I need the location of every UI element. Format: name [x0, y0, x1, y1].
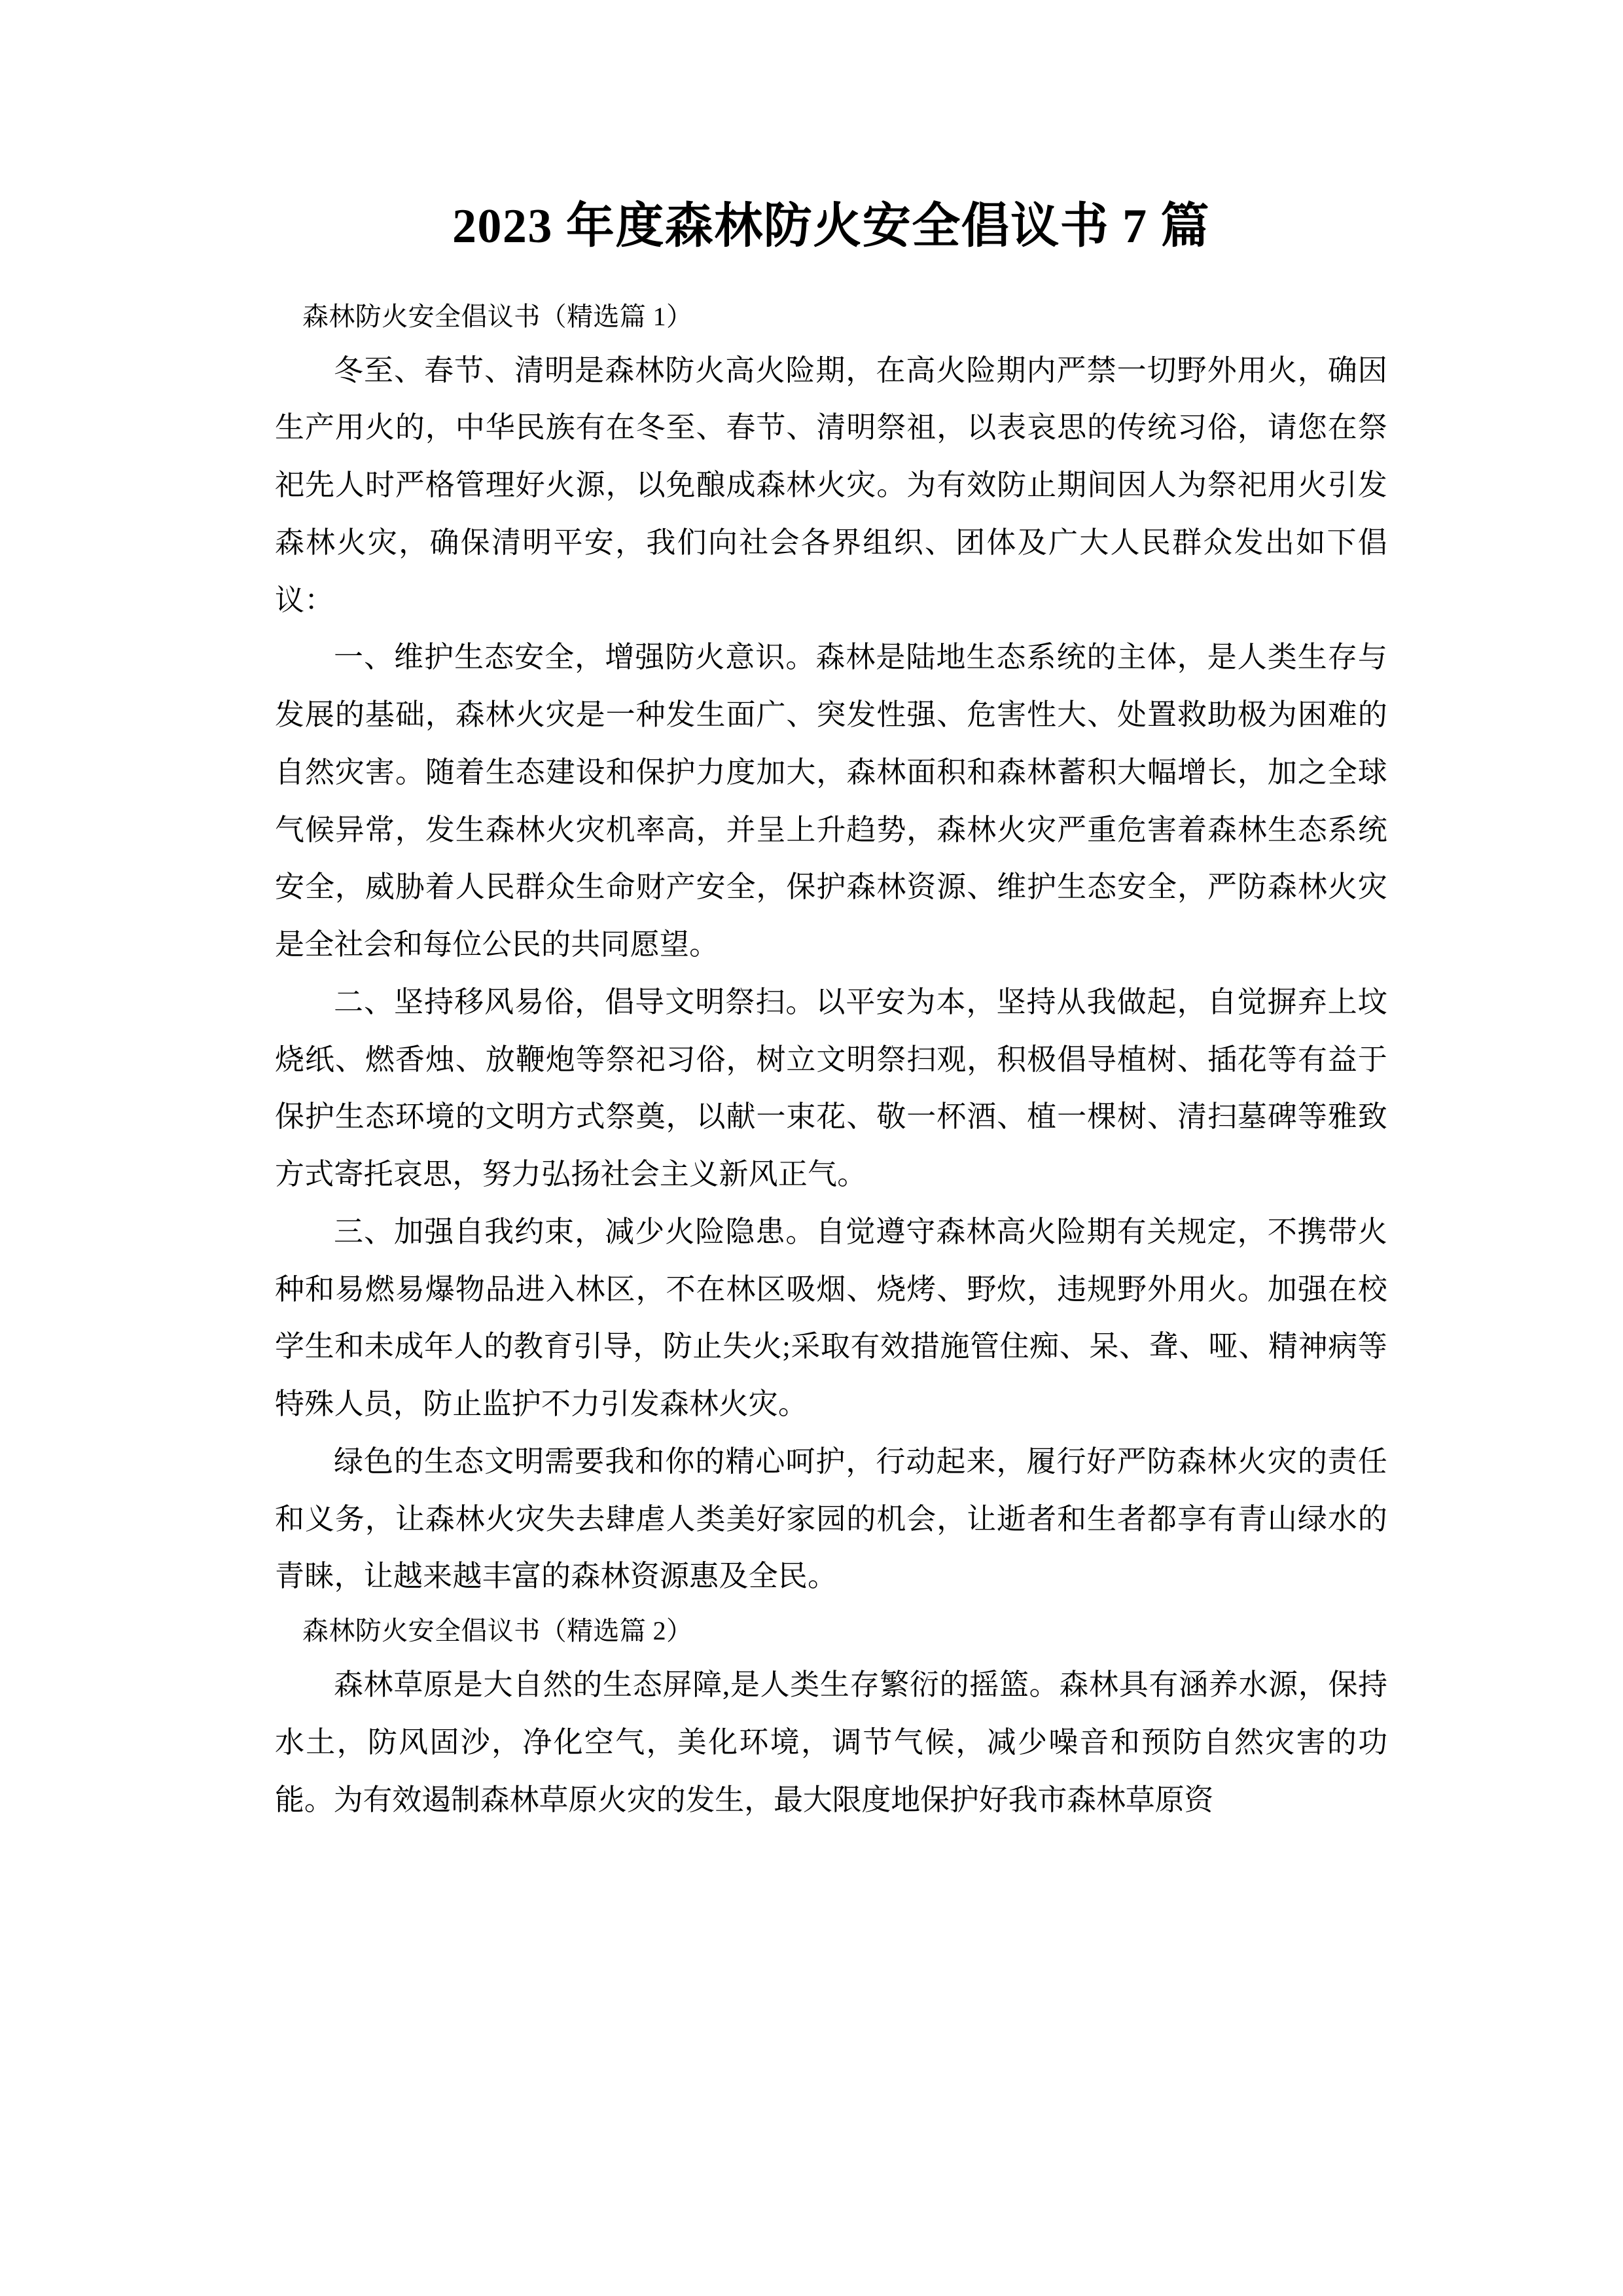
section-1-paragraph-2: 一、维护生态安全，增强防火意识。森林是陆地生态系统的主体，是人类生存与发展的基础，森林火灾是一种发生面广、突发性强、危害性大、处置救助极为困难的自然灾害。随着生态建设和保护力度加大，森林面积和森林蓄积大幅增长，加之全球气候异常，发生森林火灾机率高，并呈上升趋势，森林火灾严重危害着森林生态系统安全，威胁着人民群众生命财产安全，保护森林资源、维护生态安全，严防森林火灾是全社会和每位公民的共同愿望。 — [275, 641, 1387, 961]
section-1-paragraph-1: 冬至、春节、清明是森林防火高火险期，在高火险期内严禁一切野外用火，确因生产用火的，中华民族有在冬至、春节、清明祭祖，以表哀思的传统习俗，请您在祭祀先人时严格管理好火源，以免酿成森林火灾。为有效防止期间因人为祭祀用火引发森林火灾，确保清明平安，我们向社会各界组织、团体及广大人民群众发出如下倡议： — [275, 353, 1387, 617]
section-1-paragraph-4: 三、加强自我约束，减少火险隐患。自觉遵守森林高火险期有关规定，不携带火种和易燃易爆物品进入林区，不在林区吸烟、烧烤、野炊，违规野外用火。加强在校学生和未成年人的教育引导，防止失火;采取有效措施管住痴、呆、聋、哑、精神病等特殊人员，防止监护不力引发森林火灾。 — [275, 1215, 1387, 1420]
section-label-2: 森林防火安全倡议书（精选篇 2） — [302, 1616, 693, 1645]
section-1-paragraph-5: 绿色的生态文明需要我和你的精心呵护，行动起来，履行好严防森林火灾的责任和义务，让森林火灾失去肆虐人类美好家园的机会，让逝者和生者都享有青山绿水的青睐，让越来越丰富的森林资源惠及全民。 — [275, 1444, 1387, 1593]
section-2-paragraph-1: 森林草原是大自然的生态屏障,是人类生存繁衍的摇篮。森林具有涵养水源，保持水土，防风固沙，净化空气，美化环境，调节气候，减少噪音和预防自然灾害的功能。为有效遏制森林草原火灾的发生，最大限度地保护好我市森林草原资 — [275, 1668, 1387, 1816]
page-title: 2023 年度森林防火安全倡议书 7 篇 — [452, 200, 1211, 253]
section-1-paragraph-3: 二、坚持移风易俗，倡导文明祭扫。以平安为本，坚持从我做起，自觉摒弃上坟烧纸、燃香烛、放鞭炮等祭祀习俗，树立文明祭扫观，积极倡导植树、插花等有益于保护生态环境的文明方式祭奠，以献一束花、敬一杯酒、植一棵树、清扫墓碑等雅致方式寄托哀思，努力弘扬社会主义新风正气。 — [275, 985, 1387, 1191]
page-content — [275, 0, 1387, 1829]
title-spacer — [275, 257, 1387, 291]
section-label-1: 森林防火安全倡议书（精选篇 1） — [302, 301, 693, 331]
